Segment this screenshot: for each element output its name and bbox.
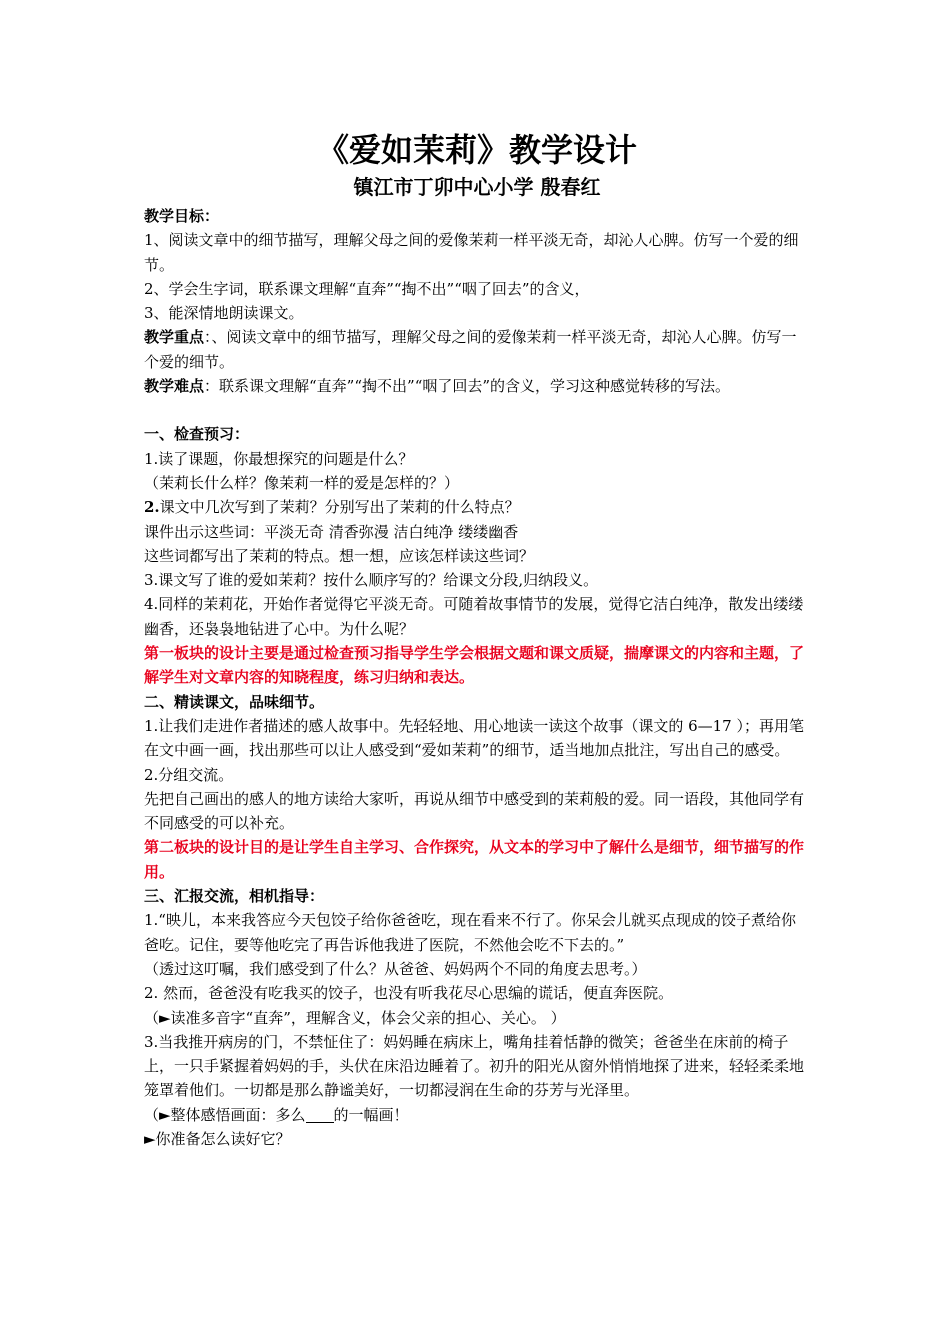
section3-p3-note-start: （►整体感悟画面：多么 xyxy=(144,1105,306,1124)
section3-p3-note xyxy=(144,1103,810,1127)
section2-p3: 先把自己画出的感人的地方读给大家听，再说从细节中感受到的茉莉般的爱。同一语段，其他同学有不同感受的可以补充。 xyxy=(144,789,805,833)
section1-q1: 1.读了课题，你最想探究的问题是什么？ xyxy=(144,449,414,468)
document-author: 镇江市丁卯中心小学 殷春红 xyxy=(353,175,601,199)
section3-p4: ►你准备怎么读好它？ xyxy=(144,1129,291,1148)
goals-heading: 教学目标： xyxy=(144,207,220,225)
section1-q2-text: 课文中几次写到了茉莉？分别写出了茉莉的什么特点？ xyxy=(159,498,520,517)
section2-p2: 2.分组交流。 xyxy=(144,765,234,784)
section1-q3: 3.课文写了谁的爱如茉莉？按什么顺序写的？给课文分段,归纳段义。 xyxy=(144,571,599,590)
section1-q2-number: 2. xyxy=(144,498,160,517)
goal-item-3: 3、能深情地朗读课文。 xyxy=(144,304,304,323)
goal-item-2: 2、学会生字词，联系课文理解“直奔”“掏不出”“咽了回去”的含义， xyxy=(144,279,590,298)
section3-p3: 3.当我推开病房的门，不禁怔住了：妈妈睡在病床上，嘴角挂着恬静的微笑；爸爸坐在床前的椅子上，一只手紧握着妈妈的手，头伏在床沿边睡着了。初升的阳光从窗外悄悄地探了进来，轻轻柔柔地笼罩着他们。一切都是那么静谧美好，一切都浸润在生命的芬芳与光泽里。 xyxy=(144,1032,805,1100)
key-point-label: 教学重点 xyxy=(144,328,205,347)
section1-design-note: 第一板块的设计主要是通过检查预习指导学生学会根据文题和课文质疑，揣摩课文的内容和主题，了解学生对文章内容的知晓程度，练习归纳和表达。 xyxy=(144,644,805,687)
section1-q2-words: 课件出示这些词：平淡无奇 清香弥漫 洁白纯净 缕缕幽香 xyxy=(144,522,519,541)
section1-q2 xyxy=(144,495,810,519)
document-title: 《爱如茉莉》教学设计 xyxy=(316,131,637,169)
section1-q2-ask: 这些词都写出了茉莉的特点。想一想，应该怎样读这些词？ xyxy=(144,546,535,565)
section2-design-note: 第二板块的设计目的是让学生自主学习、合作探究，从文本的学习中了解什么是细节，细节描写的作用。 xyxy=(144,838,805,881)
fill-in-blank xyxy=(306,1108,334,1123)
section3-p3-note-end: 的一幅画！ xyxy=(333,1105,409,1124)
section3-p1-note: （透过这叮嘱，我们感受到了什么？从爸爸、妈妈两个不同的角度去思考。） xyxy=(144,959,647,978)
document-page xyxy=(144,130,810,1151)
section1-q4: 4.同样的茉莉花，开始作者觉得它平淡无奇。可随着故事情节的发展，觉得它洁白纯净，散发出缕缕幽香，还袅袅地钻进了心中。为什么呢？ xyxy=(144,595,804,638)
section2-p1: 1.让我们走进作者描述的感人故事中。先轻轻地、用心地读一读这个故事（课文的 6—17 ）；再用笔在文中画一画，找出那些可以让人感受到“爱如茉莉”的细节，适当地加点批注，写出自己的感受。 xyxy=(144,716,804,760)
spacer xyxy=(144,398,810,422)
goal-item-1: 1、阅读文章中的细节描写，理解父母之间的爱像茉莉一样平淡无奇，却沁人心脾。仿写一个爱的细节。 xyxy=(144,231,799,274)
section3-p2-note: （►读准多音字“直奔”，理解含义，体会父亲的担心、关心。 ） xyxy=(144,1008,566,1027)
section3-heading: 三、汇报交流，相机指导： xyxy=(144,887,325,906)
section3-p2: 2. 然而，爸爸没有吃我买的饺子，也没有听我花尽心思编的谎话，便直奔医院。 xyxy=(144,984,674,1003)
difficulty xyxy=(144,374,810,398)
key-point-text: ：、阅读文章中的细节描写，理解父母之间的爱像茉莉一样平淡无奇，却沁人心脾。仿写一个爱的细节。 xyxy=(144,328,797,371)
difficulty-text: ：联系课文理解“直奔”“掏不出”“咽了回去”的含义，学习这种感觉转移的写法。 xyxy=(204,377,731,396)
section3-p1: 1.“映儿，本来我答应今天包饺子给你爸爸吃，现在看来不行了。你呆会儿就买点现成的饺子煮给你爸吃。记住，要等他吃完了再告诉他我进了医院，不然他会吃不下去的。” xyxy=(144,911,796,954)
section2-heading: 二、精读课文，品味细节。 xyxy=(144,692,325,711)
key-point xyxy=(144,325,810,374)
difficulty-label: 教学难点 xyxy=(144,377,205,396)
section1-heading: 一、检查预习： xyxy=(144,425,250,444)
section1-q1-note: （茉莉长什么样？像茉莉一样的爱是怎样的？） xyxy=(144,473,460,492)
